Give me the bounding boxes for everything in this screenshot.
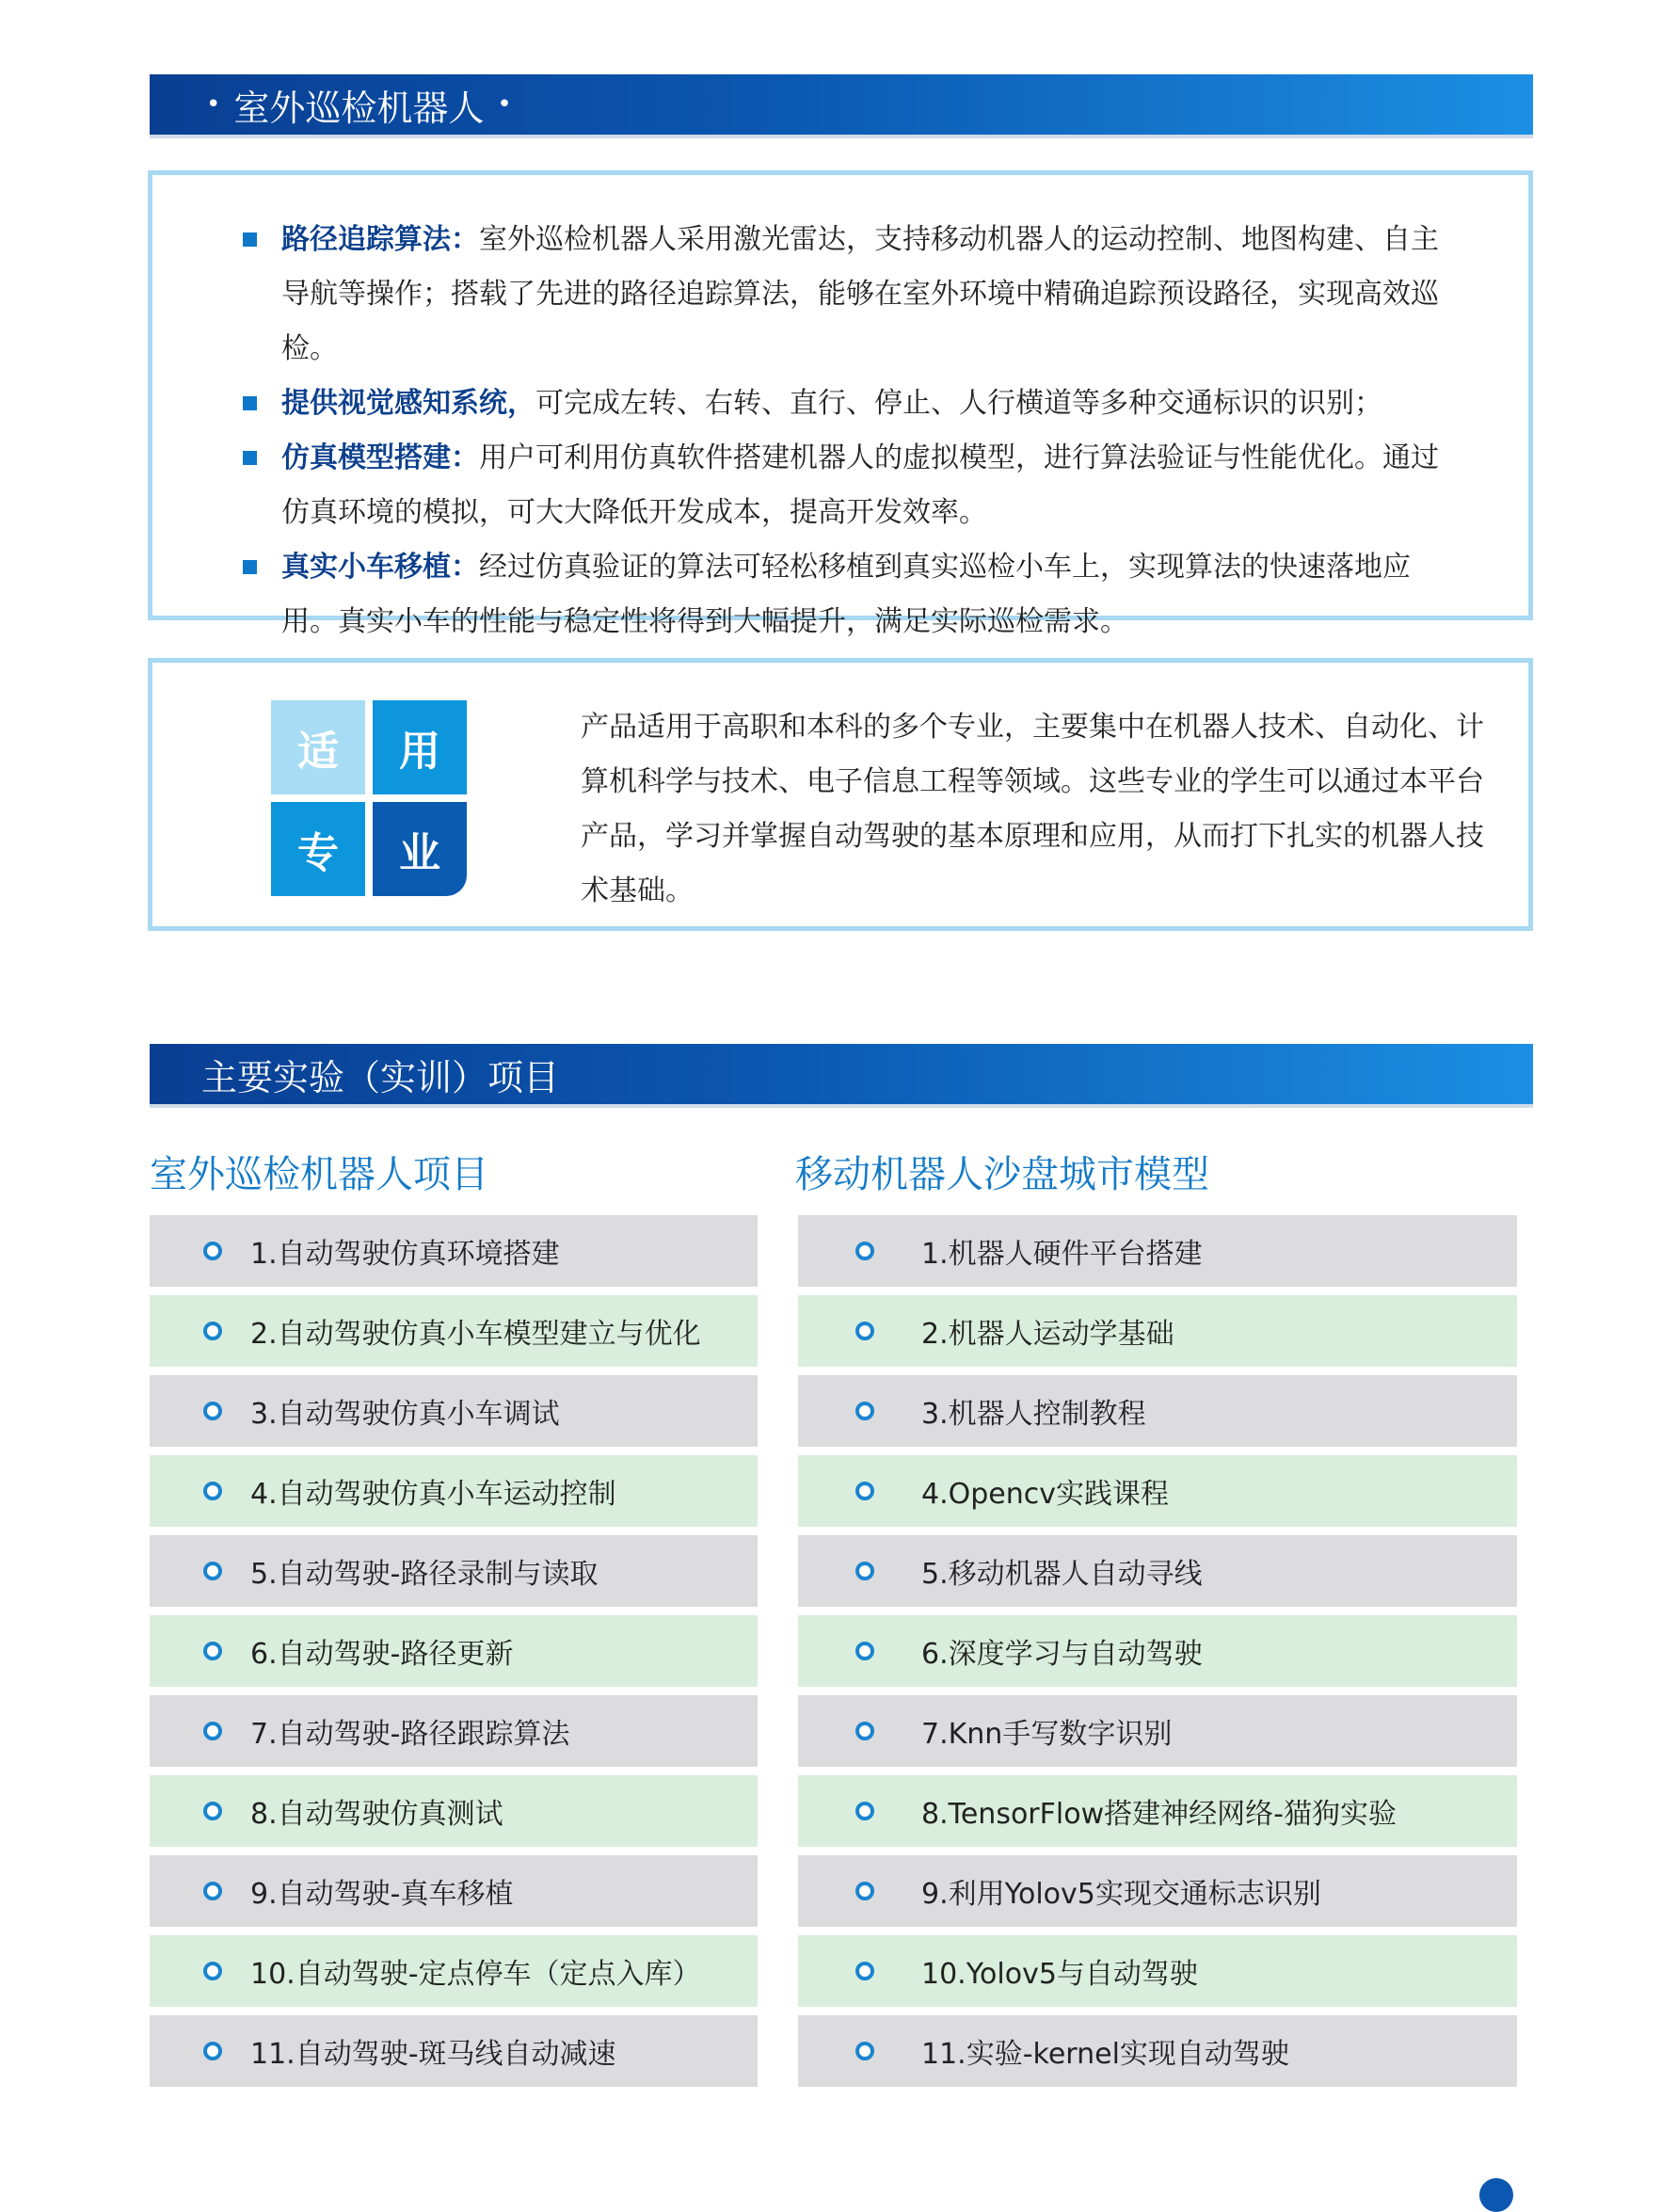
- bullet-dot: •: [497, 90, 512, 119]
- item-label: 4.自动驾驶仿真小车运动控制: [250, 1478, 616, 1511]
- item-label: 8.TensorFlow搭建神经网络-猫狗实验: [921, 1798, 1397, 1831]
- list-item: [150, 1535, 758, 1607]
- item-label: 9.利用Yolov5实现交通标志识别: [921, 1878, 1321, 1911]
- circle-bullet-icon: [855, 1962, 874, 1980]
- section-title: 主要实验（实训）项目: [201, 1056, 560, 1098]
- item-label: 2.机器人运动学基础: [921, 1318, 1174, 1351]
- item-label: 5.移动机器人自动寻线: [921, 1558, 1203, 1591]
- circle-bullet-icon: [855, 2042, 874, 2060]
- circle-bullet-icon: [855, 1722, 874, 1740]
- item-label: 3.机器人控制教程: [921, 1398, 1146, 1431]
- scope-box: [148, 658, 1533, 931]
- circle-bullet-icon: [203, 1402, 222, 1420]
- circle-bullet-icon: [203, 1482, 222, 1500]
- feature-label: 仿真模型搭建：: [281, 441, 479, 474]
- feature-text: 用户可利用仿真软件搭建机器人的虚拟模型，进行算法验证与性能优化。通过仿真环境的模拟，可大大降低开发成本，提高开发效率。: [281, 441, 1439, 529]
- list-item: [798, 1295, 1517, 1367]
- item-label: 7.Knn手写数字识别: [921, 1718, 1173, 1751]
- list-item: [798, 1375, 1517, 1447]
- item-label: 2.自动驾驶仿真小车模型建立与优化: [250, 1318, 701, 1351]
- list-item: [150, 1695, 758, 1767]
- item-label: 9.自动驾驶-真车移植: [250, 1878, 514, 1911]
- section-banner-experiments: [150, 1044, 1533, 1104]
- item-label: 1.机器人硬件平台搭建: [921, 1238, 1203, 1271]
- list-item: [150, 1775, 758, 1847]
- circle-bullet-icon: [855, 1402, 874, 1420]
- square-bullet-icon: [243, 560, 257, 574]
- circle-bullet-icon: [203, 2042, 222, 2060]
- circle-bullet-icon: [203, 1322, 222, 1340]
- feature-label: 提供视觉感知系统，: [281, 387, 535, 420]
- square-bullet-icon: [243, 451, 257, 465]
- list-item: [798, 1215, 1517, 1287]
- right-project-title: 移动机器人沙盘城市模型: [795, 1153, 1209, 1196]
- list-item: [798, 1935, 1517, 2007]
- item-label: 1.自动驾驶仿真环境搭建: [250, 1238, 560, 1271]
- bullet-dot: •: [206, 90, 221, 119]
- item-label: 6.深度学习与自动驾驶: [921, 1638, 1203, 1671]
- list-item: [150, 2015, 758, 2087]
- item-label: 7.自动驾驶-路径跟踪算法: [250, 1718, 570, 1751]
- circle-bullet-icon: [203, 1722, 222, 1740]
- feature-item: [152, 377, 1528, 431]
- circle-bullet-icon: [203, 1242, 222, 1260]
- circle-bullet-icon: [855, 1882, 874, 1900]
- page-corner-decoration: [1479, 2178, 1513, 2212]
- circle-bullet-icon: [855, 1322, 874, 1340]
- item-label: 11.自动驾驶-斑马线自动减速: [250, 2038, 616, 2071]
- scope-tiles: [271, 700, 469, 898]
- list-item: [798, 1455, 1517, 1527]
- feature-item: [152, 540, 1528, 649]
- feature-item: [152, 213, 1528, 377]
- feature-label: 路径追踪算法：: [281, 223, 479, 256]
- list-item: [150, 1375, 758, 1447]
- circle-bullet-icon: [855, 1562, 874, 1580]
- features-box: [148, 170, 1533, 638]
- list-item: [150, 1855, 758, 1927]
- item-label: 8.自动驾驶仿真测试: [250, 1798, 503, 1831]
- square-bullet-icon: [243, 396, 257, 410]
- circle-bullet-icon: [203, 1562, 222, 1580]
- section-title: 室外巡检机器人: [233, 87, 485, 129]
- feature-text: 室外巡检机器人采用激光雷达，支持移动机器人的运动控制、地图构建、自主导航等操作；搭载了先进的路径追踪算法，能够在室外环境中精确追踪预设路径，实现高效巡检。: [281, 223, 1439, 365]
- list-item: [150, 1615, 758, 1687]
- section-banner-robot: [150, 74, 1533, 135]
- item-label: 5.自动驾驶-路径录制与读取: [250, 1558, 599, 1591]
- list-item: [798, 1775, 1517, 1847]
- feature-list: [152, 213, 1528, 649]
- list-item: [798, 1855, 1517, 1927]
- list-item: [798, 1695, 1517, 1767]
- circle-bullet-icon: [203, 1642, 222, 1660]
- list-item: [150, 1935, 758, 2007]
- tile-shi: 适: [271, 700, 365, 794]
- feature-label: 真实小车移植：: [281, 551, 479, 584]
- item-label: 11.实验-kernel实现自动驾驶: [921, 2038, 1289, 2071]
- list-item: [798, 2015, 1517, 2087]
- item-label: 6.自动驾驶-路径更新: [250, 1638, 514, 1671]
- item-label: 10.Yolov5与自动驾驶: [921, 1958, 1198, 1991]
- left-project-list: [150, 1215, 758, 2095]
- left-project-title: 室外巡检机器人项目: [150, 1153, 488, 1196]
- list-item: [150, 1215, 758, 1287]
- list-item: [798, 1615, 1517, 1687]
- right-project-list: [798, 1215, 1517, 2095]
- square-bullet-icon: [243, 232, 257, 247]
- circle-bullet-icon: [203, 1962, 222, 1980]
- circle-bullet-icon: [203, 1882, 222, 1900]
- list-item: [150, 1295, 758, 1367]
- circle-bullet-icon: [855, 1642, 874, 1660]
- feature-item: [152, 431, 1528, 540]
- circle-bullet-icon: [855, 1482, 874, 1500]
- list-item: [798, 1535, 1517, 1607]
- circle-bullet-icon: [203, 1802, 222, 1820]
- tile-ye: 业: [373, 802, 467, 896]
- circle-bullet-icon: [855, 1802, 874, 1820]
- circle-bullet-icon: [855, 1242, 874, 1260]
- feature-text: 经过仿真验证的算法可轻松移植到真实巡检小车上，实现算法的快速落地应用。真实小车的性能与稳定性将得到大幅提升，满足实际巡检需求。: [281, 551, 1411, 638]
- scope-text: 产品适用于高职和本科的多个专业，主要集中在机器人技术、自动化、计算机科学与技术、电子信息工程等领域。这些专业的学生可以通过本平台产品，学习并掌握自动驾驶的基本原理和应用，从而打下扎实的机器人技术基础。: [581, 711, 1484, 907]
- item-label: 3.自动驾驶仿真小车调试: [250, 1398, 560, 1431]
- item-label: 10.自动驾驶-定点停车（定点入库）: [250, 1958, 701, 1991]
- tile-yong: 用: [373, 700, 467, 794]
- list-item: [150, 1455, 758, 1527]
- tile-zhuan: 专: [271, 802, 365, 896]
- item-label: 4.Opencv实践课程: [921, 1478, 1169, 1511]
- feature-text: 可完成左转、右转、直行、停止、人行横道等多种交通标识的识别；: [535, 387, 1382, 420]
